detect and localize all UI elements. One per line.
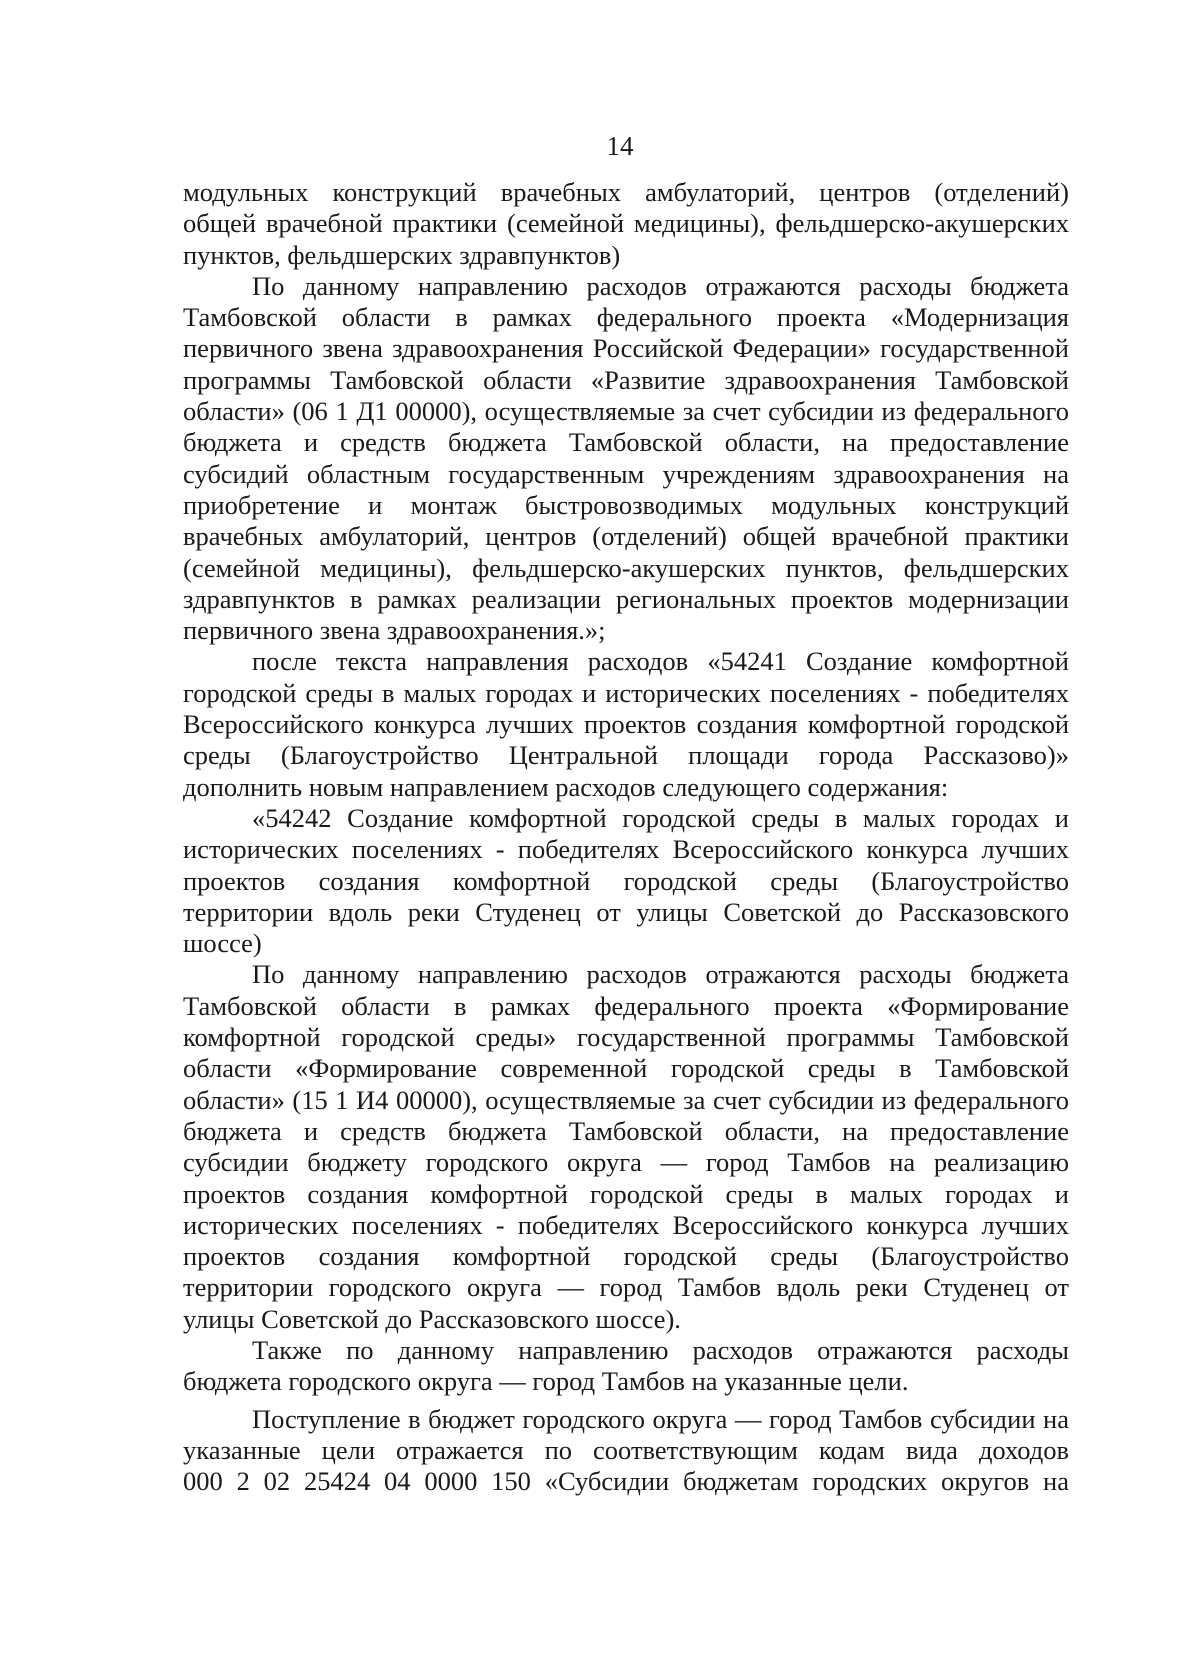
text-line: «54242 Создание комфортной городской среды в малых городах и [252, 802, 1069, 833]
paragraph [183, 1335, 1069, 1398]
text-line: исторических поселениях - победителях Всероссийского конкурса лучших [183, 1209, 1069, 1240]
text-line: дополнить новым направлением расходов следующего содержания: [183, 771, 949, 802]
text-line: субсидии бюджету городского округа — город Тамбов на реализацию [183, 1147, 1069, 1178]
text-line: Тамбовской области в рамках федерального проекта «Формирование [183, 990, 1069, 1021]
document-body [183, 177, 1069, 1497]
text-line: территории вдоль реки Студенец от улицы Советской до Рассказовского [183, 896, 1069, 927]
text-line: субсидий областным государственным учреждениям здравоохранения на [183, 458, 1069, 489]
text-line: исторических поселениях - победителях Всероссийского конкурса лучших [183, 834, 1069, 865]
text-line: бюджета и средств бюджета Тамбовской области, на предоставление [183, 427, 1069, 458]
text-line: улицы Советской до Рассказовского шоссе). [183, 1303, 681, 1334]
text-line: врачебных амбулаторий, центров (отделений) общей врачебной практики [183, 521, 1069, 552]
text-line: пунктов, фельдшерских здравпунктов) [183, 239, 621, 270]
text-line: среды (Благоустройство Центральной площади города Рассказово)» [183, 740, 1069, 771]
text-line: проектов создания комфортной городской среды (Благоустройство [183, 865, 1069, 896]
text-line: первичного звена здравоохранения Российской Федерации» государственной [183, 333, 1069, 364]
text-line: Поступление в бюджет городского округа — город Тамбов субсидии на [252, 1403, 1069, 1434]
text-line: общей врачебной практики (семейной медицины), фельдшерско-акушерских [183, 208, 1069, 239]
text-line: области» (15 1 И4 00000), осуществляемые за счет субсидии из федерального [183, 1084, 1069, 1115]
paragraph [183, 177, 1069, 271]
text-line: после текста направления расходов «54241 Создание комфортной [252, 646, 1069, 677]
paragraph [183, 646, 1069, 802]
text-line: По данному направлению расходов отражаются расходы бюджета [252, 959, 1069, 990]
paragraph [183, 1404, 1069, 1498]
text-line: Тамбовской области в рамках федерального проекта «Модернизация [183, 302, 1069, 333]
text-line: первичного звена здравоохранения.»; [183, 615, 606, 646]
text-line: проектов создания комфортной городской среды (Благоустройство [183, 1241, 1069, 1272]
text-line: здравпунктов в рамках реализации региональных проектов модернизации [183, 583, 1069, 614]
paragraph [183, 959, 1069, 1335]
text-line: области» (06 1 Д1 00000), осуществляемые за счет субсидии из федерального [183, 396, 1069, 427]
text-line: бюджета и средств бюджета Тамбовской области, на предоставление [183, 1115, 1069, 1146]
text-line: Всероссийского конкурса лучших проектов создания комфортной городской [183, 709, 1069, 740]
text-line: комфортной городской среды» государственной программы Тамбовской [183, 1022, 1069, 1053]
text-line: проектов создания комфортной городской среды в малых городах и [183, 1178, 1069, 1209]
text-line: модульных конструкций врачебных амбулаторий, центров (отделений) [183, 177, 1069, 207]
text-line: 000 2 02 25424 04 0000 150 «Субсидии бюджетам городских округов на [183, 1466, 1069, 1497]
text-line: территории городского округа — город Тамбов вдоль реки Студенец от [183, 1272, 1069, 1303]
text-line: программы Тамбовской области «Развитие здравоохранения Тамбовской [183, 364, 1069, 395]
text-line: бюджета городского округа — город Тамбов на указанные цели. [183, 1366, 909, 1397]
paragraph [183, 271, 1069, 647]
text-line: городской среды в малых городах и исторических поселениях - победителях [183, 677, 1069, 708]
page-number: 14 [606, 131, 634, 161]
text-line: указанные цели отражается по соответствующим кодам вида доходов [183, 1434, 1069, 1465]
text-line: По данному направлению расходов отражаются расходы бюджета [252, 270, 1069, 301]
text-line: области «Формирование современной городской среды в Тамбовской [183, 1053, 1069, 1084]
text-line: шоссе) [183, 928, 262, 959]
text-line: (семейной медицины), фельдшерско-акушерских пунктов, фельдшерских [183, 552, 1069, 583]
paragraph [183, 803, 1069, 959]
text-line: приобретение и монтаж быстровозводимых модульных конструкций [183, 489, 1069, 520]
text-line: Также по данному направлению расходов отражаются расходы [252, 1334, 1069, 1365]
